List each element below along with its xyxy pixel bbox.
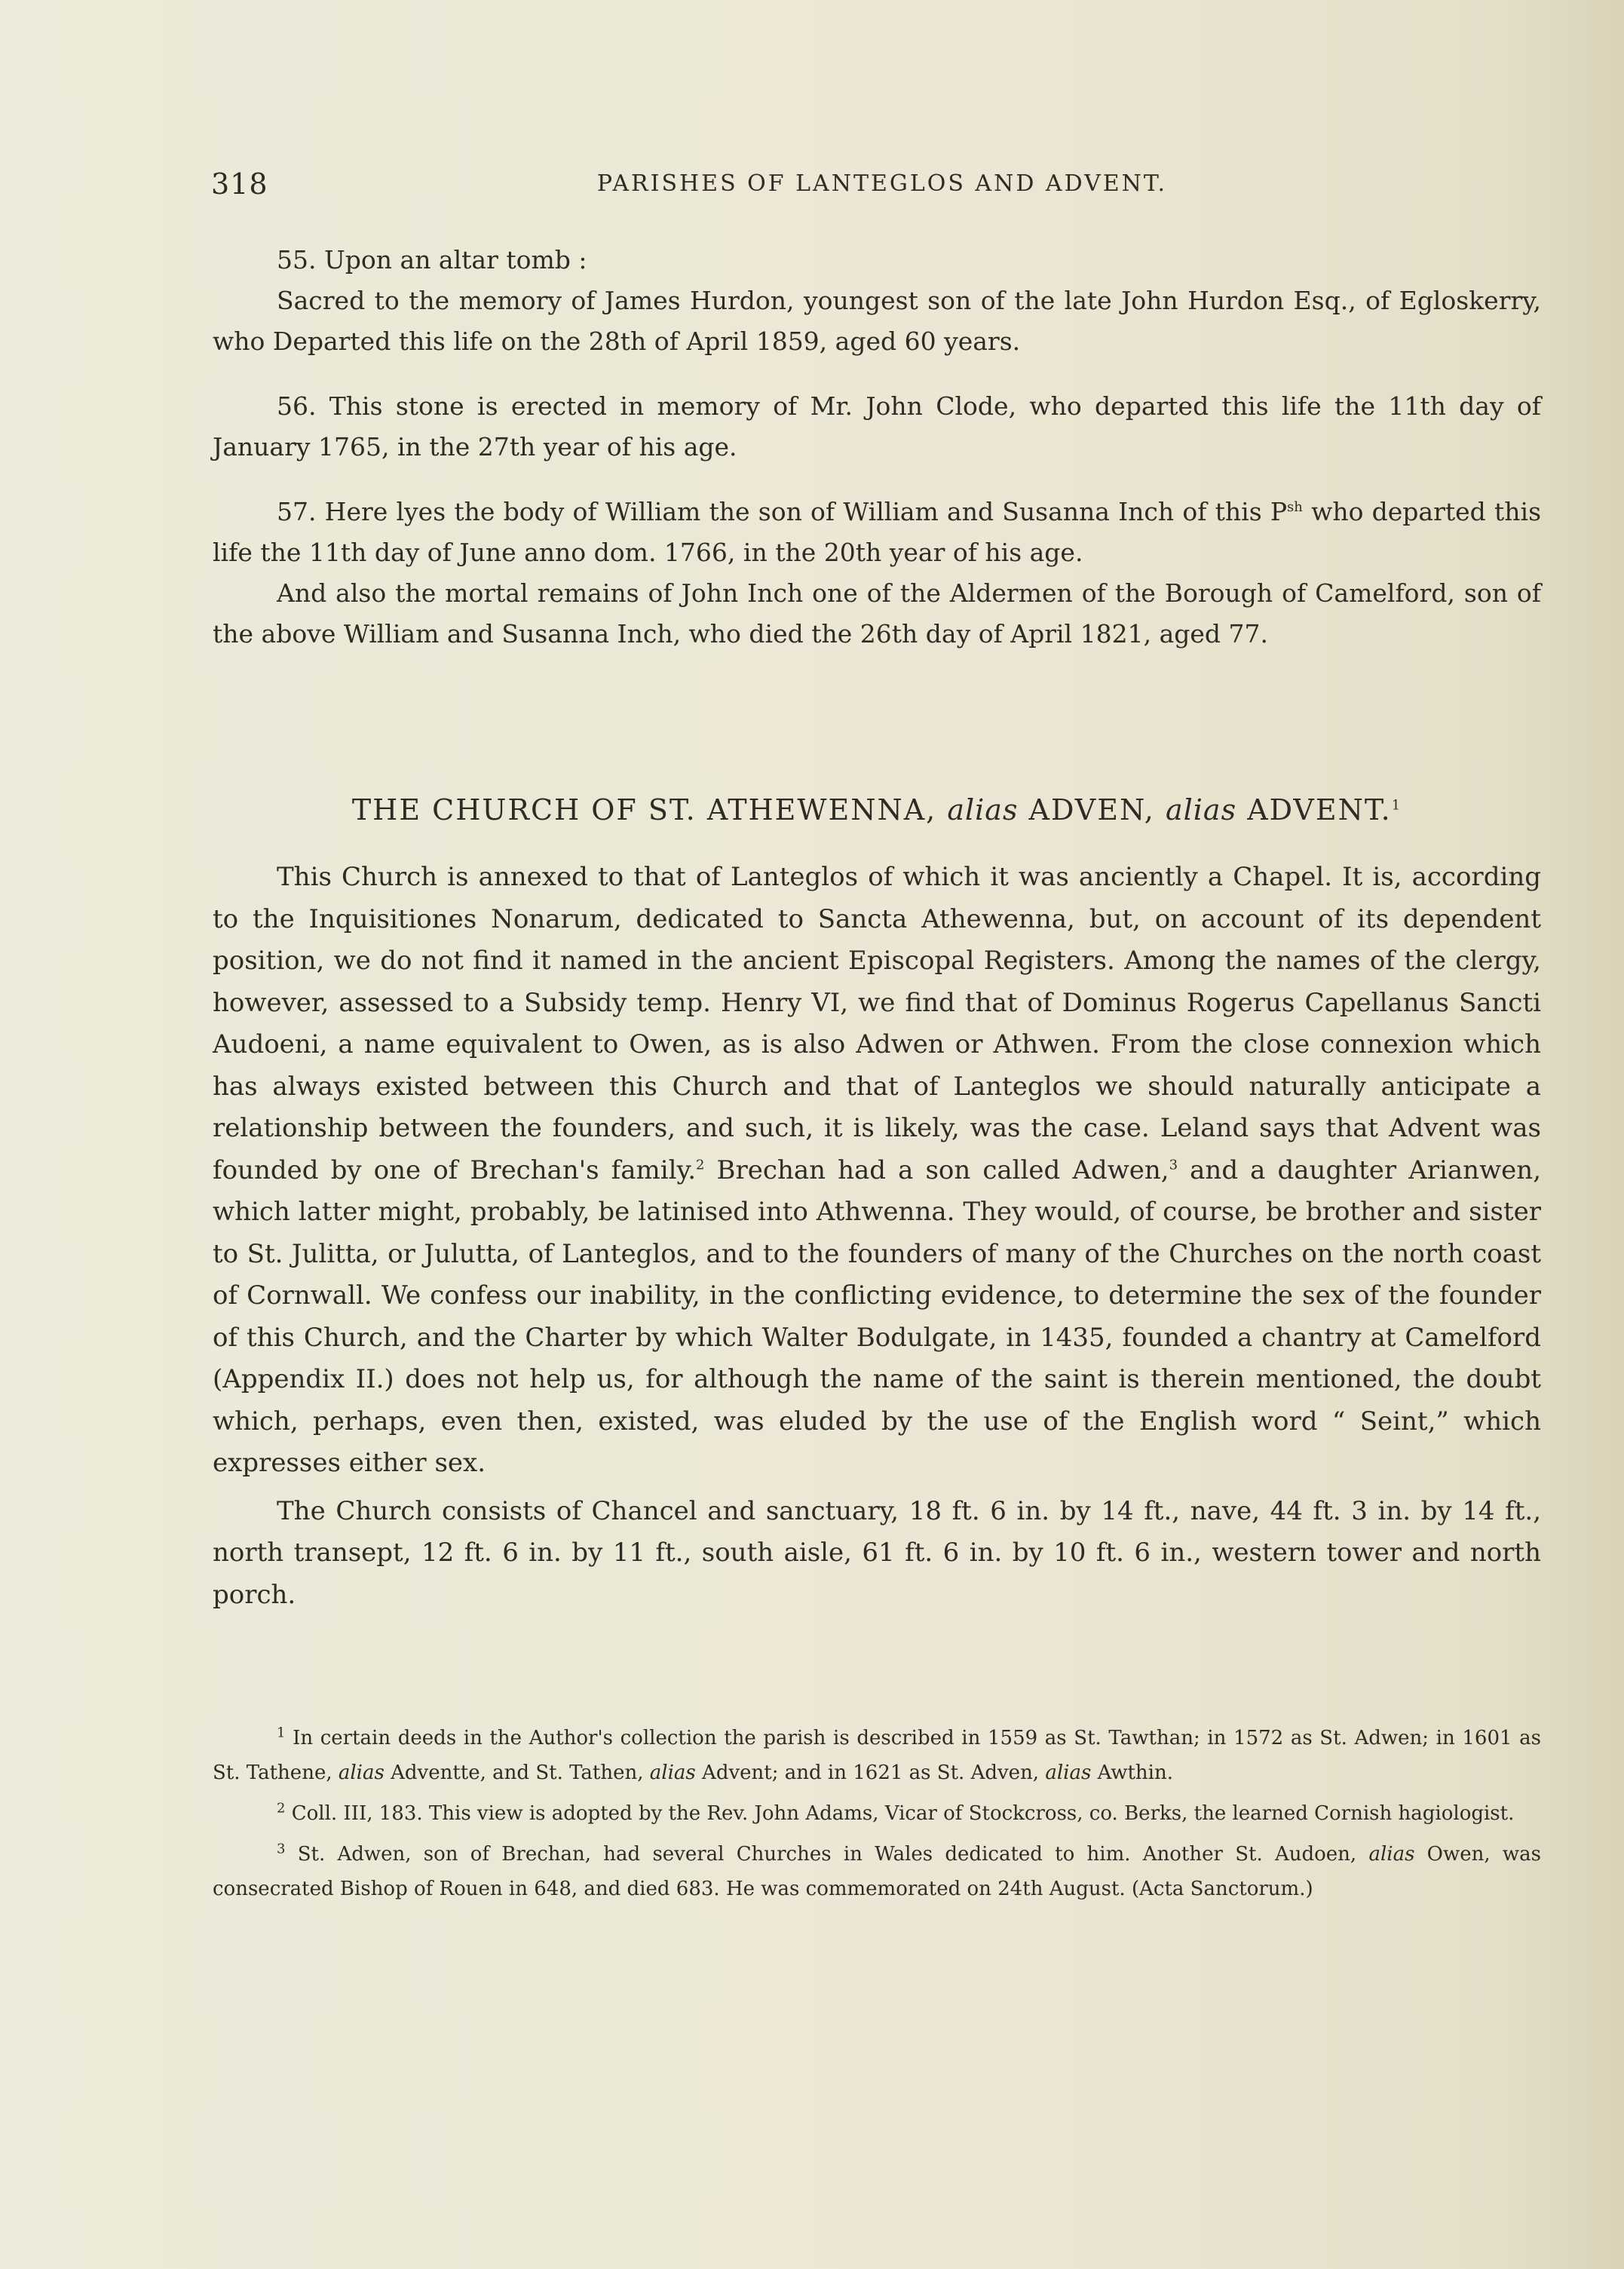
footnote-2: $^2$ Coll. III, 183. This view is adopted by the Rev. John Adams, Vicar of Stockcross, co. Berks, the learned Cornish hagiologist. [277,1800,1515,1825]
alias-italic: alias [947,793,1019,826]
paragraph-history: This Church is annexed to that of Lanteglos of which it was anciently a Chapel. It is, according to the Inquisitiones Nonarum, dedicated to Sancta Athewenna, but, on account of its dependent position, we do not find it named in the ancient Episcopal Registers. Among the names of the clergy, however, assessed to a Subsidy temp. Henry VI, we find that of Dominus Rogerus Capellanus Sancti Audoeni, a name equivalent to Owen, as is also Adwen or Athwen. From the close connexion which has always existed between this Church and that of Lanteglos we should naturally anticipate a relationship between the founders, and such, it is likely, was the case. Leland says that Advent was founded by one of Brechan's family.$^2$ Brechan had a son called Adwen,$^3$ and a daughter Arianwen, which latter might, probably, be latinised into Athwenna. They would, of course, be brother and sister to St. Julitta, or Julutta, of Lanteglos, and to the founders of many of the Churches on the north coast of Cornwall. We confess our inability, in the conflicting evidence, to determine the sex of the founder of this Church, and the Charter by which Walter Bodulgate, in 1435, founded a chantry at Camelford (Appendix II.) does not help us, for although the name of the saint is therein mentioned, the doubt which, perhaps, even then, existed, was eluded by the use of the English word “ Seint,” which expresses either sex. [213,862,1542,1478]
footnote-ref-1: 1 [1391,797,1402,814]
paragraph-dimensions: The Church consists of Chancel and sanctuary, 18 ft. 6 in. by 14 ft., nave, 44 ft. 3 in. by 14 ft., north transept, 12 ft. 6 in. by 11 ft., south aisle, 61 ft. 6 in. by 10 ft. 6 in., western tower and north porch. [213,1495,1541,1610]
footnotes [213,1721,1541,1906]
inscription-57-continuation: And also the mortal remains of John Inch one of the Aldermen of the Borough of Camelford, son of the above William and Susanna Inch, who died the 26th day of April 1821, aged 77. [213,578,1541,649]
section-title: THE CHURCH OF ST. ATHEWENNA, alias ADVEN, alias ADVENT.$^1$ [351,793,1402,826]
page-header [211,167,1553,205]
running-title: PARISHES OF LANTEGLOS AND ADVENT. [596,170,1168,197]
footnote-3: $^3$ St. Adwen, son of Brechan, had several Churches in Wales dedicated to him. Another St. Audoen, alias Owen, was consecrated Bishop of Rouen in 648, and died 683. He was commemorated on 24th August. (Acta Sanctorum.) [213,1841,1541,1900]
superscript-sh: sh [1287,499,1303,515]
inscription-55-heading: 55. Upon an altar tomb : [277,245,587,274]
footnote-ref-3: 3 [1169,1157,1178,1173]
inscription-56-text: 56. This stone is erected in memory of Mr. John Clode, who departed this life the 11th day of January 1765, in the 27th year of his age. [213,391,1541,461]
footnote-1: $^1$ In certain deeds in the Author's collection the parish is described in 1559 as St. Tawthan; in 1572 as St. Adwen; in 1601 as St. Tathene, alias Adventte, and St. Tathen, alias Advent; and in 1621 as St. Adven, alias Awthin. [213,1725,1541,1784]
footnote-ref-2: 2 [696,1157,705,1173]
main-text [213,857,1541,1616]
inscription-57-text: 57. Here lyes the body of William the son of William and Susanna Inch of this $P^{sh}$ who departed this life the 11th day of June anno dom. 1766, in the 20th year of his age. [213,497,1541,567]
inscriptions-block [213,240,1541,655]
page-number: 318 [211,167,268,201]
inscription-55-text: Sacred to the memory of James Hurdon, youngest son of the late John Hurdon Esq., of Egloskerry, who Departed this life on the 28th of April 1859, aged 60 years. [213,286,1541,356]
alias-italic: alias [1165,793,1237,826]
